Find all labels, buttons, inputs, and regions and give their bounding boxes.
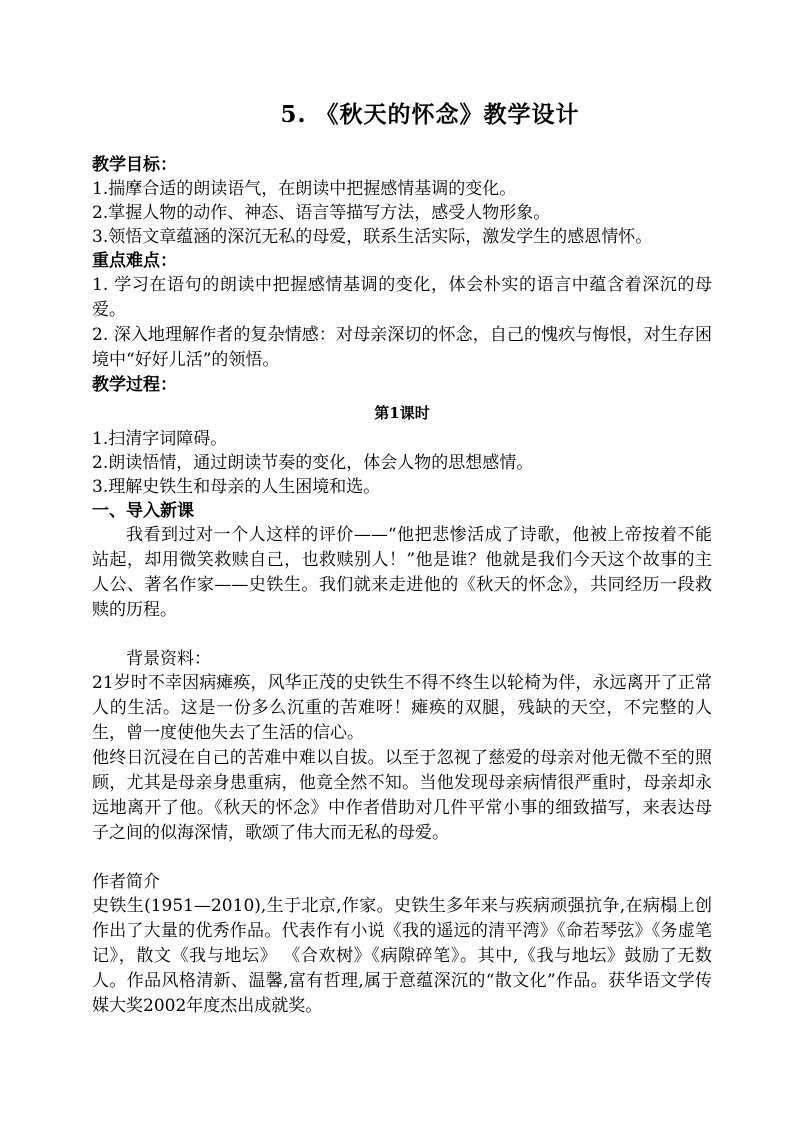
document-page	[92, 96, 712, 1019]
goals-heading: 教学目标：	[92, 155, 177, 175]
key-points-heading: 重点难点：	[92, 251, 177, 271]
key-point-item: 1. 学习在语句的朗读中把握感情基调的变化，体会朴实的语言中蕴含着深沉的母爱。	[92, 275, 712, 320]
spacer	[92, 623, 712, 647]
key-point-item: 2. 深入地理解作者的复杂情感：对母亲深切的怀念，自己的愧疚与悔恨，对生存困境中“好好儿活”的领悟。	[92, 325, 712, 370]
goal-item: 1.揣摩合适的朗读语气，在朗读中把握感情基调的变化。	[92, 179, 517, 199]
document-title: 5. 《秋天的怀念》教学设计	[280, 101, 580, 128]
background-label: 背景资料：	[126, 649, 211, 669]
process-heading: 教学过程：	[92, 375, 177, 395]
goal-item: 3.领悟文章蕴涵的深沉无私的母爱，联系生活实际，激发学生的感恩情怀。	[92, 227, 653, 247]
intro-heading: 一、导入新课	[92, 501, 194, 521]
process-item: 2.朗读悟情，通过朗读节奏的变化，体会人物的思想感情。	[92, 453, 534, 473]
goal-item: 2.掌握人物的动作、神态、语言等描写方法，感受人物形象。	[92, 203, 551, 223]
intro-paragraph: 我看到过对一个人这样的评价——“他把悲惨活成了诗歌，他被上帝按着不能站起，却用微笑救赎自己，也救赎别人！”他是谁？他就是我们今天这个故事的主人公、著名作家——史铁生。我们就来走进他的《秋天的怀念》，共同经历一段救赎的历程。	[92, 525, 712, 620]
spacer	[92, 846, 712, 870]
lesson-label: 第1课时	[374, 404, 430, 422]
process-item: 3.理解史铁生和母亲的人生困境和选。	[92, 477, 381, 497]
background-paragraph: 他终日沉浸在自己的苦难中难以自拔。以至于忽视了慈爱的母亲对他无微不至的照顾，尤其是母亲身患重病，他竟全然不知。当他发现母亲病情很严重时，母亲却永远地离开了他。《秋天的怀念》中作者借助对几件平常小事的细致描写，来表达母子之间的似海深情，歌颂了伟大而无私的母爱。	[92, 748, 712, 843]
background-paragraph: 21岁时不幸因病瘫痪，风华正茂的史铁生不得不终生以轮椅为伴，永远离开了正常人的生活。这是一份多么沉重的苦难呀！瘫痪的双腿，残缺的天空，不完整的人生，曾一度使他失去了生活的信心。	[92, 673, 712, 743]
author-label: 作者简介	[92, 872, 160, 892]
process-item: 1.扫清字词障碍。	[92, 429, 228, 449]
author-paragraph: 史铁生(1951—2010),生于北京,作家。史铁生多年来与疾病顽强抗争,在病榻上创作出了大量的优秀作品。代表作有小说《我的遥远的清平湾》《命若琴弦》《务虚笔记》，散文《我与地坛》 《合欢树》《病隙碎笔》。其中,《我与地坛》鼓励了无数人。作品风格清新、温馨,富有哲理,属于意蕴深沉的“散文化”作品。获华语文学传媒大奖2002年度杰出成就奖。	[92, 896, 712, 1016]
